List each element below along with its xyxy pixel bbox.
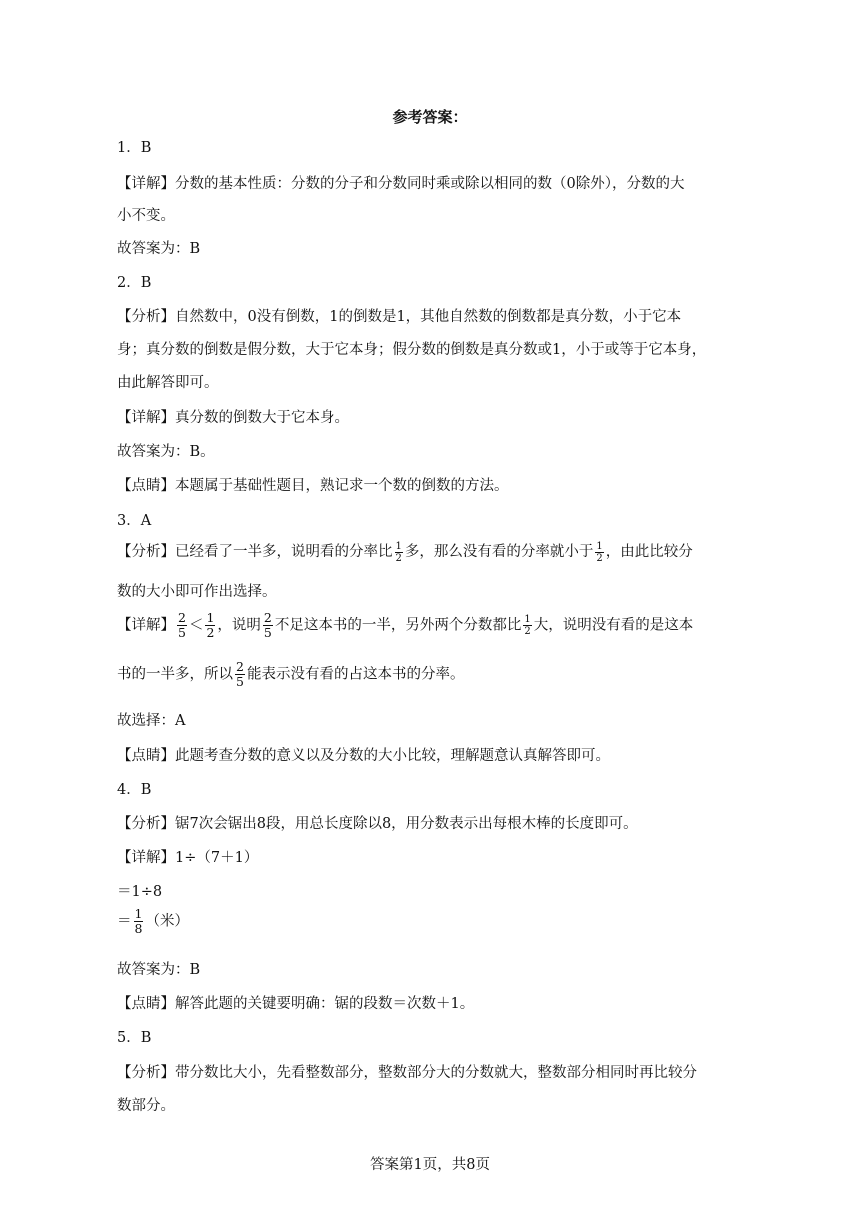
fraction-denominator: 5 (263, 625, 272, 640)
q2-analysis-line3: 由此解答即可。 (117, 375, 219, 391)
q4-comment: 【点睛】解答此题的关键要明确：锯的段数＝次数＋1。 (117, 996, 475, 1012)
q5-number: 5．B (117, 1030, 152, 1046)
q3-answer: 故选择：A (117, 713, 186, 729)
less-than-sign: ＜ (188, 617, 204, 634)
q5-analysis-line1: 【分析】带分数比大小，先看整数部分，整数部分大的分数就大，整数部分相同时再比较分 (117, 1065, 697, 1081)
q4-unit: （米） (145, 913, 189, 930)
fraction-two-fifths (177, 611, 187, 640)
fraction-numerator: 2 (263, 610, 272, 625)
q2-detail: 【详解】真分数的倒数大于它本身。 (117, 410, 349, 426)
fraction-numerator: 1 (395, 540, 402, 552)
fraction-numerator: 1 (134, 906, 143, 921)
fraction-one-half (395, 541, 403, 564)
fraction-denominator: 2 (596, 552, 603, 564)
q3-detail-line1 (117, 611, 693, 640)
q4-detail-line2: ＝1÷8 (117, 884, 163, 900)
q5-analysis-line2: 数部分。 (117, 1098, 175, 1114)
q4-detail-line3 (117, 907, 189, 936)
fraction-denominator: 2 (524, 626, 531, 637)
q3-detail-text-a: 【详解】 (117, 617, 175, 634)
q3-comment: 【点睛】此题考查分数的意义以及分数的大小比较，理解题意认真解答即可。 (117, 748, 610, 764)
q2-analysis-line1: 【分析】自然数中，0没有倒数，1的倒数是1，其他自然数的倒数都是真分数，小于它本 (117, 309, 682, 325)
q3-analysis-text-c: ，由此比较分 (605, 544, 693, 560)
q3-analysis-line2: 数的大小即可作出选择。 (117, 584, 277, 600)
q3-detail-line2 (117, 660, 464, 689)
fraction-denominator: 5 (178, 625, 186, 640)
q2-number: 2．B (117, 275, 152, 291)
q3-detail-text-b: ，说明 (217, 617, 261, 634)
q3-analysis-text-a: 【分析】已经看了一半多，说明看的分率比 (117, 544, 393, 560)
fraction-denominator: 2 (395, 552, 402, 564)
q2-answer: 故答案为：B。 (117, 444, 215, 460)
fraction-one-half (523, 614, 531, 637)
q4-number: 4．B (117, 782, 152, 798)
q1-detail-line2: 小不变。 (117, 208, 175, 224)
page-footer: 答案第1页，共8页 (370, 1157, 490, 1173)
q3-detail-text-d: 大，说明没有看的是这本 (533, 617, 694, 634)
fraction-two-fifths (235, 660, 245, 689)
q1-answer: 故答案为：B (117, 241, 201, 257)
fraction-numerator: 1 (596, 540, 603, 552)
q1-number: 1．B (117, 140, 152, 156)
fraction-two-fifths (263, 611, 273, 640)
q4-analysis: 【分析】锯7次会锯出8段，用总长度除以8，用分数表示出每根木棒的长度即可。 (117, 816, 638, 832)
page-title: 参考答案： (392, 108, 468, 126)
q4-answer: 故答案为：B (117, 962, 201, 978)
fraction-one-eighth (134, 907, 144, 936)
q3-detail-text-c: 不足这本书的一半，另外两个分数都比 (274, 617, 522, 634)
q1-detail-line1: 【详解】分数的基本性质：分数的分子和分数同时乘或除以相同的数（0除外），分数的大 (117, 176, 685, 192)
q4-detail-line1: 【详解】1÷（7＋1） (117, 850, 259, 866)
q3-analysis-text-b: 多，那么没有看的分率就小于 (404, 544, 594, 560)
fraction-denominator: 8 (134, 921, 143, 936)
fraction-numerator: 2 (178, 610, 186, 625)
fraction-one-half (595, 541, 603, 564)
fraction-one-half (205, 611, 215, 640)
q3-detail-text-2b: 能表示没有看的占这本书的分率。 (246, 666, 465, 683)
fraction-denominator: 2 (206, 625, 215, 640)
q3-number: 3．A (117, 513, 152, 529)
fraction-numerator: 1 (206, 610, 215, 625)
q3-analysis-line1 (117, 540, 693, 564)
q3-detail-text-2a: 书的一半多，所以 (117, 666, 233, 683)
fraction-numerator: 1 (524, 614, 531, 625)
q2-analysis-line2: 身；真分数的倒数是假分数，大于它本身；假分数的倒数是真分数或1，小于或等于它本身， (117, 342, 707, 358)
fraction-denominator: 5 (236, 674, 244, 689)
q2-comment: 【点睛】本题属于基础性题目，熟记求一个数的倒数的方法。 (117, 478, 509, 494)
fraction-numerator: 2 (236, 659, 244, 674)
q4-equals: ＝ (117, 913, 132, 930)
